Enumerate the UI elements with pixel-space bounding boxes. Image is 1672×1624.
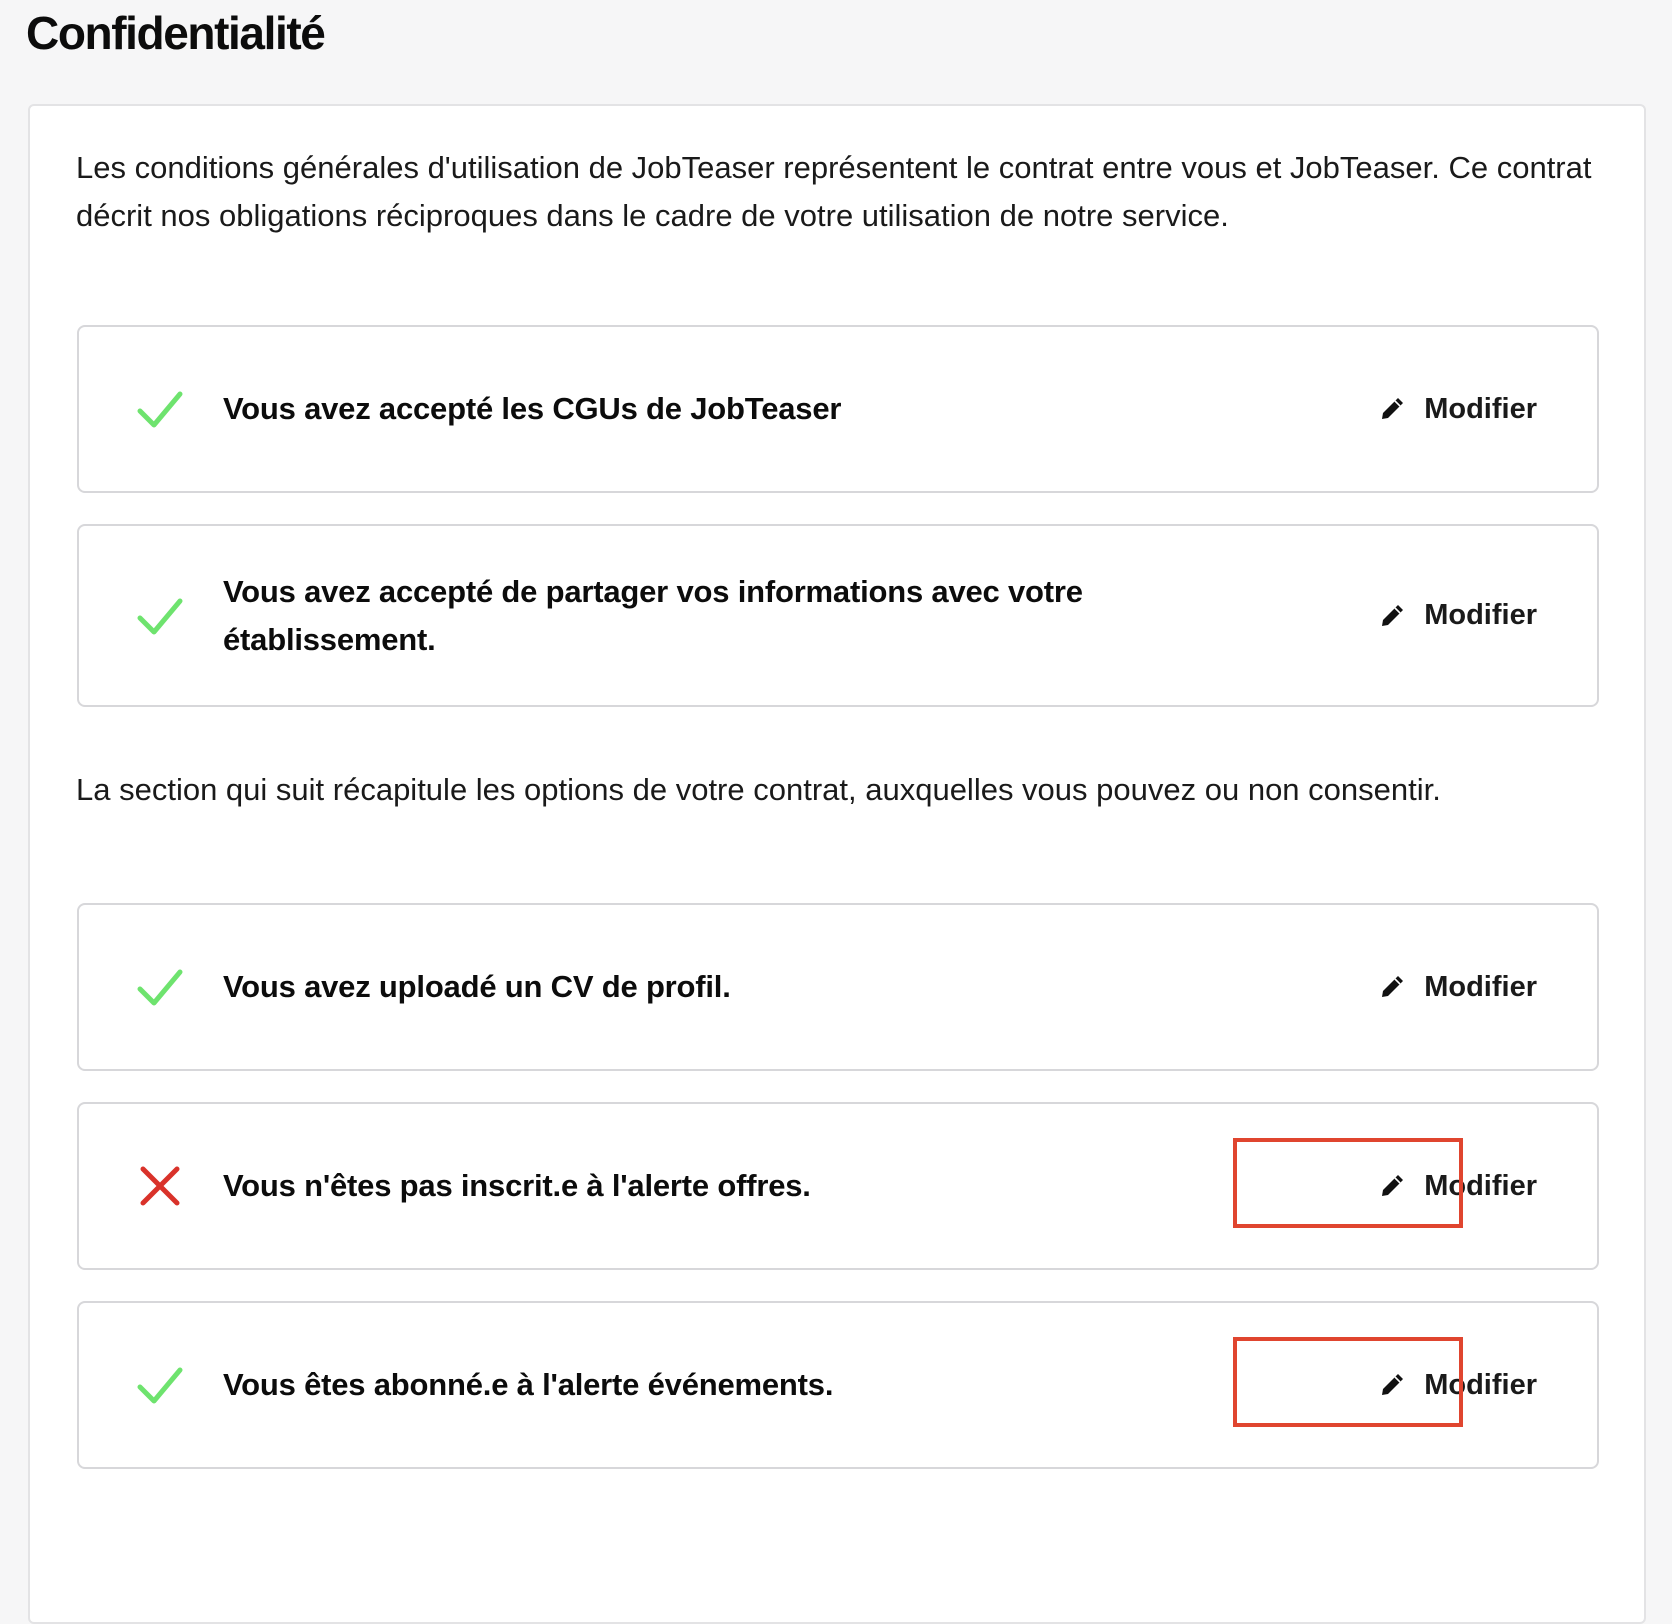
pencil-icon: [1378, 973, 1406, 1001]
contract-item-cgu: [77, 325, 1599, 493]
option-item-text: Vous n'êtes pas inscrit.e à l'alerte offres.: [223, 1168, 811, 1203]
option-item-job-alert: [77, 1102, 1599, 1270]
pencil-icon: [1378, 602, 1406, 630]
contract-item-text: Vous avez accepté de partager vos informations avec votre établissement.: [223, 573, 1083, 657]
pencil-icon: [1378, 1371, 1406, 1399]
modify-event-alert-button[interactable]: [1378, 1355, 1537, 1415]
intro-paragraph: Les conditions générales d'utilisation de JobTeaser représentent le contrat entre vous et JobTeaser. Ce contrat décrit nos obligations réciproques dans le cadre de votre utilisation de notre service.: [76, 150, 1592, 233]
modify-label: Modifier: [1424, 970, 1537, 1003]
modify-job-alert-button[interactable]: [1378, 1156, 1537, 1216]
option-item-text: Vous avez uploadé un CV de profil.: [223, 969, 731, 1004]
option-item-cv: [77, 903, 1599, 1071]
contract-item-text: Vous avez accepté les CGUs de JobTeaser: [223, 391, 842, 426]
option-item-event-alert: [77, 1301, 1599, 1469]
check-icon: [135, 962, 185, 1012]
check-icon: [135, 1360, 185, 1410]
modify-label: Modifier: [1424, 1169, 1537, 1202]
check-icon: [135, 384, 185, 434]
cross-icon: [135, 1161, 185, 1211]
contract-item-share-info: [77, 524, 1599, 707]
modify-label: Modifier: [1424, 392, 1537, 425]
page-title: Confidentialité: [26, 7, 325, 59]
pencil-icon: [1378, 1172, 1406, 1200]
pencil-icon: [1378, 395, 1406, 423]
check-icon: [135, 591, 185, 641]
modify-label: Modifier: [1424, 599, 1537, 631]
modify-label: Modifier: [1424, 1368, 1537, 1401]
modify-cv-button[interactable]: [1378, 957, 1537, 1017]
options-paragraph: La section qui suit récapitule les options de votre contrat, auxquelles vous pouvez ou non consentir.: [76, 772, 1441, 807]
option-item-text: Vous êtes abonné.e à l'alerte événements.: [223, 1367, 834, 1402]
modify-cgu-button[interactable]: [1378, 379, 1537, 439]
modify-share-info-button[interactable]: [1378, 586, 1537, 646]
